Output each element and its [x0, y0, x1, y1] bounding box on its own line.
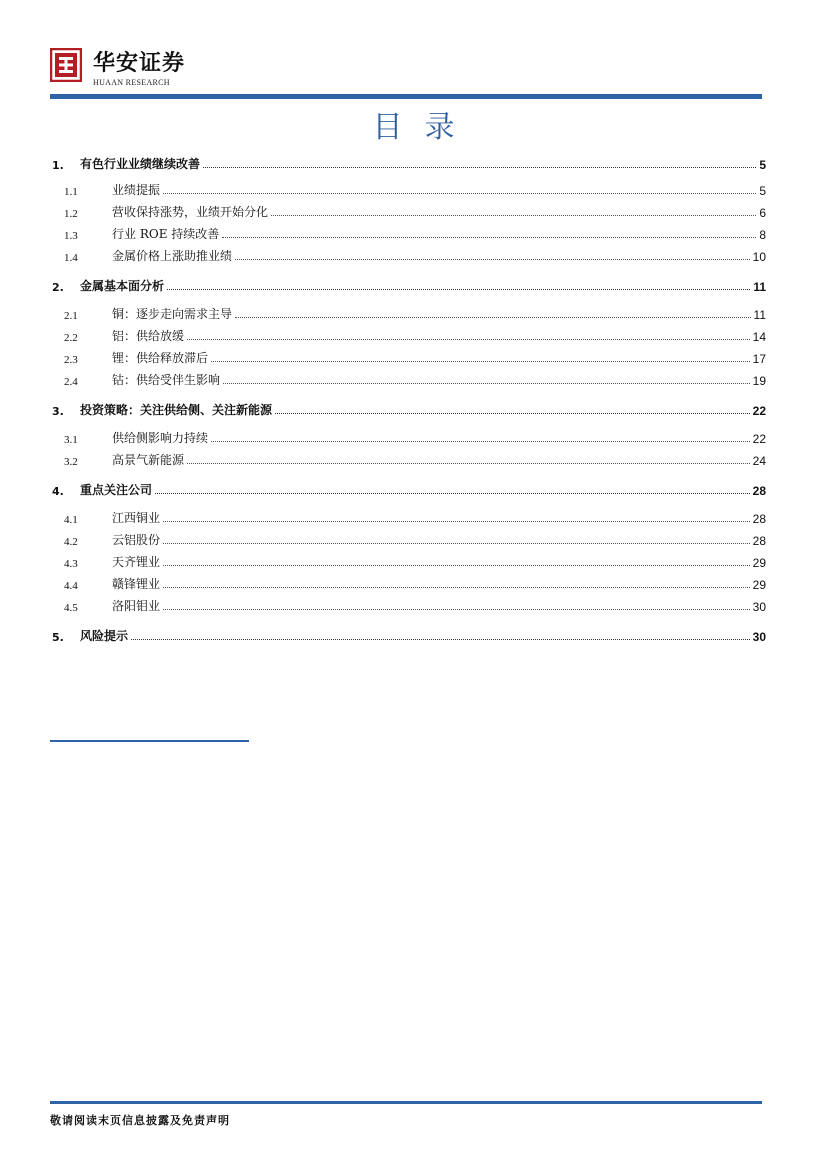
toc-subsection-entry[interactable] [52, 326, 766, 344]
toc-subsection-entry[interactable] [52, 574, 766, 592]
page-title: 目录 [372, 110, 477, 145]
toc-entry-number: 3.1 [64, 434, 78, 446]
toc-entry-page: 28 [752, 484, 766, 498]
toc-entry-number: 5. [52, 631, 64, 644]
toc-entry-page: 14 [752, 330, 766, 344]
toc-dot-leader [163, 542, 750, 544]
toc-subsection-entry[interactable] [52, 508, 766, 526]
toc-dot-leader [187, 338, 750, 340]
toc-entry-page: 22 [752, 404, 766, 418]
toc-subsection-entry[interactable] [52, 180, 766, 198]
toc-dot-leader [211, 360, 750, 362]
toc-entry-number: 4.2 [64, 536, 78, 548]
toc-entry-title: 天齐锂业 [112, 555, 161, 569]
toc-section-entry[interactable] [52, 400, 766, 418]
toc-entry-number: 1.1 [64, 186, 78, 198]
toc-entry-number: 4. [52, 485, 64, 498]
toc-entry-page: 29 [752, 578, 766, 592]
toc-entry-page: 11 [753, 308, 766, 322]
toc-dot-leader [203, 166, 756, 168]
toc-subsection-entry[interactable] [52, 596, 766, 614]
toc-subsection-entry[interactable] [52, 304, 766, 322]
toc-dot-leader [131, 638, 750, 640]
huaan-seal-icon [50, 48, 82, 82]
toc-entry-title: 铜：逐步走向需求主导 [112, 307, 233, 321]
toc-entry-page: 28 [752, 534, 766, 548]
toc-entry-page: 11 [753, 280, 766, 294]
brand-name-en: HUAAN RESEARCH [93, 78, 170, 87]
toc-entry-title: 有色行业业绩继续改善 [80, 157, 201, 171]
toc-dot-leader [163, 608, 750, 610]
toc-entry-title: 投资策略：关注供给侧、关注新能源 [80, 403, 273, 417]
toc-entry-page: 5 [759, 158, 766, 172]
toc-subsection-entry[interactable] [52, 450, 766, 468]
toc-subsection-entry[interactable] [52, 552, 766, 570]
toc-entry-page: 30 [752, 600, 766, 614]
toc-entry-title: 重点关注公司 [80, 483, 153, 497]
toc-entry-title: 金属价格上涨助推业绩 [112, 249, 233, 263]
toc-subsection-entry[interactable] [52, 246, 766, 264]
toc-section-entry[interactable] [52, 626, 766, 644]
footer-divider [50, 1101, 762, 1104]
footnote-divider [50, 740, 249, 742]
toc-entry-page: 22 [752, 432, 766, 446]
toc-entry-number: 4.1 [64, 514, 78, 526]
toc-section-entry[interactable] [52, 154, 766, 172]
toc-entry-number: 3.2 [64, 456, 78, 468]
toc-entry-number: 1.4 [64, 252, 78, 264]
toc-entry-page: 17 [752, 352, 766, 366]
toc-entry-number: 1.2 [64, 208, 78, 220]
toc-dot-leader [155, 492, 750, 494]
toc-entry-number: 3. [52, 405, 64, 418]
toc-subsection-entry[interactable] [52, 370, 766, 388]
toc-section-entry[interactable] [52, 480, 766, 498]
brand-name-cn: 华安证券 [93, 51, 186, 76]
toc-subsection-entry[interactable] [52, 428, 766, 446]
toc-dot-leader [235, 258, 750, 260]
toc-entry-number: 4.5 [64, 602, 78, 614]
header-divider [50, 94, 762, 99]
toc-subsection-entry[interactable] [52, 530, 766, 548]
toc-entry-number: 2.3 [64, 354, 78, 366]
toc-entry-number: 2.1 [64, 310, 78, 322]
toc-entry-number: 1. [52, 159, 64, 172]
toc-entry-page: 6 [759, 206, 766, 220]
toc-entry-number: 1.3 [64, 230, 78, 242]
toc-dot-leader [235, 316, 751, 318]
toc-entry-page: 28 [752, 512, 766, 526]
toc-entry-number: 2.2 [64, 332, 78, 344]
toc-entry-page: 5 [759, 184, 766, 198]
toc-entry-page: 29 [752, 556, 766, 570]
toc-entry-title: 锂：供给释放滞后 [112, 351, 209, 365]
toc-entry-page: 19 [752, 374, 766, 388]
toc-entry-number: 4.3 [64, 558, 78, 570]
toc-dot-leader [222, 236, 756, 238]
toc-entry-title: 云铝股份 [112, 533, 161, 547]
toc-subsection-entry[interactable] [52, 348, 766, 366]
toc-entry-title: 风险提示 [80, 629, 129, 643]
toc-entry-number: 4.4 [64, 580, 78, 592]
toc-entry-title: 江西铜业 [112, 511, 161, 525]
toc-entry-page: 8 [759, 228, 766, 242]
toc-dot-leader [163, 192, 756, 194]
toc-dot-leader [163, 520, 750, 522]
toc-entry-title: 营收保持涨势，业绩开始分化 [112, 205, 269, 219]
toc-entry-title: 赣锋锂业 [112, 577, 161, 591]
toc-entry-title: 钴：供给受伴生影响 [112, 373, 221, 387]
toc-entry-title: 高景气新能源 [112, 453, 185, 467]
toc-entry-number: 2. [52, 281, 64, 294]
toc-dot-leader [187, 462, 750, 464]
toc-entry-title: 供给侧影响力持续 [112, 431, 209, 445]
toc-entry-number: 2.4 [64, 376, 78, 388]
toc-subsection-entry[interactable] [52, 202, 766, 220]
toc-entry-page: 30 [752, 630, 766, 644]
toc-dot-leader [167, 288, 750, 290]
toc-entry-title: 业绩提振 [112, 183, 161, 197]
toc-section-entry[interactable] [52, 276, 766, 294]
toc-dot-leader [223, 382, 750, 384]
toc-dot-leader [275, 412, 750, 414]
toc-entry-title: 行业 ROE 持续改善 [112, 227, 220, 241]
toc-entry-title: 铝：供给放缓 [112, 329, 185, 343]
toc-dot-leader [163, 564, 750, 566]
toc-entry-title: 洛阳钼业 [112, 599, 161, 613]
toc-entry-page: 10 [752, 250, 766, 264]
footer-disclaimer: 敬请阅读末页信息披露及免责声明 [50, 1114, 230, 1127]
toc-dot-leader [271, 214, 756, 216]
toc-entry-title: 金属基本面分析 [80, 279, 165, 293]
toc-entry-page: 24 [752, 454, 766, 468]
toc-dot-leader [163, 586, 750, 588]
toc-dot-leader [211, 440, 750, 442]
toc-subsection-entry[interactable] [52, 224, 766, 242]
